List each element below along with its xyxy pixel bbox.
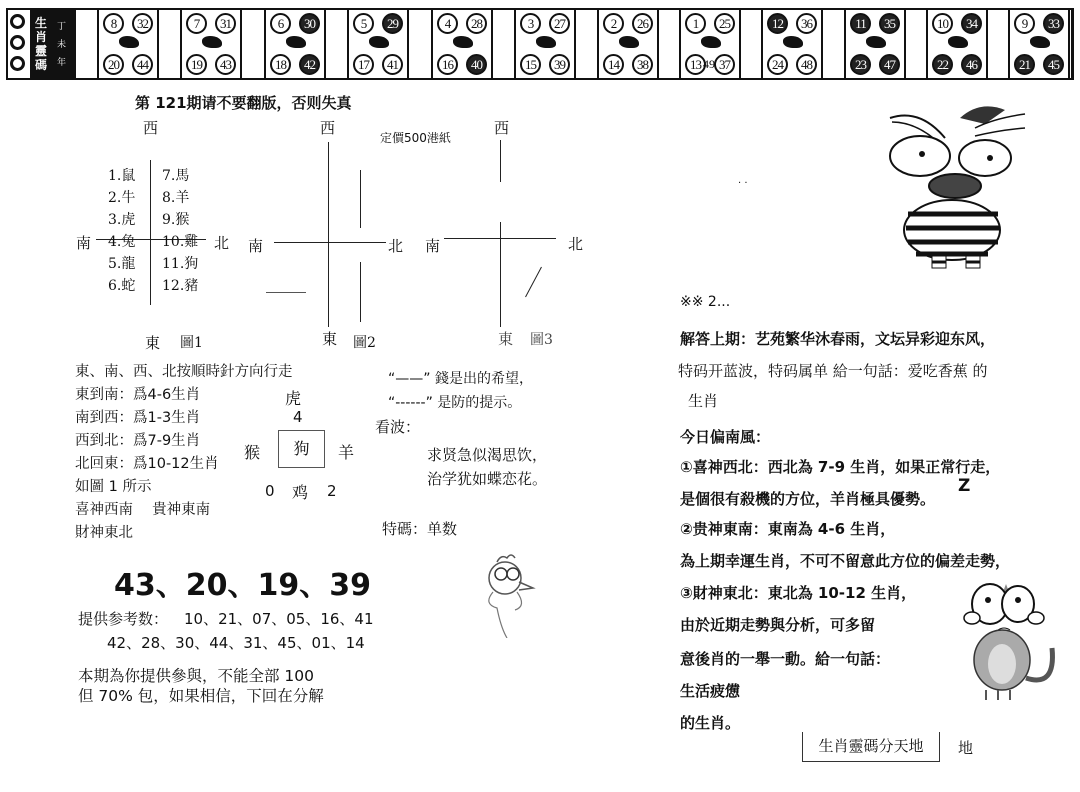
grid-bottom: 鸡	[292, 483, 309, 502]
zodiac-animal-icon	[286, 36, 306, 48]
zebra-illustration	[880, 98, 1030, 270]
number-ball: 47	[879, 54, 900, 75]
number-ball: 42	[299, 54, 320, 75]
number-ball: 2	[603, 13, 624, 34]
compass2-south: 南	[248, 237, 264, 255]
number-ball: 18	[270, 54, 291, 75]
grid-center: 狗	[278, 430, 325, 468]
compass2-vline	[328, 142, 329, 327]
number-ball: 33	[1043, 13, 1064, 34]
zodiac-animal-icon	[536, 36, 556, 48]
poem-line2: 治学犹如蝶恋花。	[427, 470, 548, 488]
zodiac-animal-icon	[1030, 36, 1050, 48]
zodiac-list-item: 5.龍	[108, 256, 136, 272]
compass2-hline	[274, 242, 386, 243]
zodiac-list-item: 10.雞	[162, 234, 199, 250]
number-ball: 43	[215, 54, 236, 75]
compass3-west: 西	[494, 119, 510, 137]
number-ball: 24	[767, 54, 788, 75]
compass2-west: 西	[320, 119, 336, 137]
grid-left: 猴	[244, 443, 261, 462]
zodiac-box	[180, 10, 242, 78]
number-ball: 39	[549, 54, 570, 75]
number-ball: 41	[382, 54, 403, 75]
number-ball: 31	[215, 13, 236, 34]
zodiac-box	[1008, 10, 1070, 78]
z-mark: Z	[958, 476, 971, 496]
number-ball: 6	[270, 13, 291, 34]
number-ball: 14	[603, 54, 624, 75]
number-ball: 35	[879, 13, 900, 34]
zodiac-box	[431, 10, 493, 78]
rooster-illustration	[475, 548, 555, 638]
footer-line1: 本期為你提供參與，不能全部 100	[78, 667, 315, 685]
compass1-north: 北	[214, 234, 230, 252]
compass3-north: 北	[568, 235, 584, 253]
compass1-south: 南	[76, 234, 92, 252]
number-ball: 22	[932, 54, 953, 75]
rule-line: 西到北：爲7-9生肖	[75, 433, 201, 449]
marker-text: ※※ 2...	[680, 294, 731, 310]
zodiac-list-item: 4.兔	[108, 234, 136, 250]
zodiac-list-item: 1.鼠	[108, 168, 136, 184]
compass2-dash-bottom	[360, 262, 361, 322]
footer-extra: 地	[958, 739, 974, 757]
number-ball: 9	[1014, 13, 1035, 34]
hint-defense: “------” 是防的提示。	[388, 395, 522, 411]
zodiac-list-item: 7.馬	[162, 168, 190, 184]
compass3-vline-top	[500, 140, 501, 182]
special-code: 特碼：单数	[382, 520, 458, 538]
number-ball: 7	[186, 13, 207, 34]
compass1-right-list	[162, 165, 198, 297]
zodiac-animal-icon	[453, 36, 473, 48]
number-ball: 36	[796, 13, 817, 34]
answer-line2: 特码开蓝波，特码属单 給一句話：爱吃香蕉 的	[678, 362, 988, 380]
zodiac-animal-icon	[866, 36, 886, 48]
item1-b: 是個很有殺機的方位，羊肖極具優勢。	[680, 490, 936, 508]
zodiac-animal-icon	[119, 36, 139, 48]
hole-icon	[10, 35, 25, 50]
rule-line: 南到西：爲1-3生肖	[75, 410, 201, 426]
number-ball: 23	[850, 54, 871, 75]
number-ball: 37	[714, 54, 735, 75]
ref-line2: 42、28、30、44、31、45、01、14	[107, 634, 365, 652]
grid-bottom-left-num: 0	[265, 482, 275, 500]
number-ball: 20	[103, 54, 124, 75]
answer-line1: 解答上期：艺苑繁华沐春雨，文坛异彩迎东风，	[680, 330, 996, 348]
zodiac-header-strip	[6, 8, 1074, 80]
zodiac-box	[264, 10, 326, 78]
title-block	[30, 10, 76, 78]
number-ball: 26	[632, 13, 653, 34]
ref-label: 提供参考数：	[78, 610, 169, 628]
number-ball: 10	[932, 13, 953, 34]
number-ball: 8	[103, 13, 124, 34]
compass1-west: 西	[143, 119, 159, 137]
rule-line: 東到南：爲4-6生肖	[75, 387, 201, 403]
zodiac-list-item: 11.狗	[162, 256, 199, 272]
number-ball: 13	[685, 54, 706, 75]
item2-a: ②贵神東南：東南為 4-6 生肖，	[680, 520, 896, 538]
poem-line1: 求贤急似渴思饮，	[427, 446, 548, 464]
item2-b: 為上期幸運生肖，不可不留意此方位的偏差走勢，	[680, 552, 1011, 570]
number-ball: 11	[850, 13, 871, 34]
issue-notice: 第 121期请不要翻版，否则失真	[135, 94, 352, 112]
compass3-caption: 圖3	[530, 332, 553, 348]
number-ball: 25	[714, 13, 735, 34]
number-ball: 27	[549, 13, 570, 34]
zodiac-box	[97, 10, 159, 78]
grid-right: 羊	[338, 443, 355, 462]
grid-bottom-right-num: 2	[327, 482, 337, 500]
number-ball: 30	[299, 13, 320, 34]
zodiac-box	[679, 10, 741, 78]
zodiac-box	[514, 10, 576, 78]
compass3-diagonal	[525, 267, 542, 297]
number-ball: 17	[353, 54, 374, 75]
zodiac-animal-icon	[701, 36, 721, 48]
zodiac-list-item: 8.羊	[162, 190, 190, 206]
monkey-illustration	[960, 578, 1060, 706]
item3-e: 的生肖。	[680, 714, 741, 732]
extra-number: 49	[703, 57, 715, 71]
zodiac-box	[597, 10, 659, 78]
zodiac-box	[761, 10, 823, 78]
number-ball: 46	[961, 54, 982, 75]
wind-label: 今日偏南風：	[680, 428, 771, 446]
number-ball: 40	[466, 54, 487, 75]
grid-top: 虎	[285, 389, 302, 408]
number-ball: 21	[1014, 54, 1035, 75]
compass2-north: 北	[388, 237, 404, 255]
hint-money: “——” 錢是出的希望，	[388, 371, 533, 387]
number-ball: 19	[186, 54, 207, 75]
footer-line2: 但 70% 包，如果相信，下回在分解	[78, 687, 324, 705]
zodiac-box	[926, 10, 988, 78]
rule-line: 如圖 1 所示	[75, 479, 152, 495]
compass3-hline	[444, 238, 556, 239]
zodiac-list-item: 9.猴	[162, 212, 190, 228]
item3-d: 生活疲憊	[680, 682, 741, 700]
number-ball: 34	[961, 13, 982, 34]
compass2-dash-left	[266, 292, 306, 293]
number-ball: 1	[685, 13, 706, 34]
compass2-dash-top	[360, 170, 361, 228]
zodiac-animal-icon	[202, 36, 222, 48]
compass1-left-list	[108, 165, 135, 297]
compass3-south: 南	[425, 237, 441, 255]
answer-line3: 生肖	[688, 392, 719, 410]
number-ball: 3	[520, 13, 541, 34]
zodiac-list-item: 3.虎	[108, 212, 136, 228]
item1-a: ①喜神西北：西北為 7-9 生肖，如果正常行走，	[680, 458, 1001, 476]
ref-line1: 10、21、07、05、16、41	[184, 610, 374, 628]
rule-line: 財神東北	[75, 525, 133, 541]
rule-line: 喜神西南 貴神東南	[75, 502, 211, 518]
zodiac-animal-icon	[619, 36, 639, 48]
number-ball: 44	[132, 54, 153, 75]
number-ball: 29	[382, 13, 403, 34]
rule-line: 北回東：爲10-12生肖	[75, 456, 219, 472]
zodiac-list-item: 2.牛	[108, 190, 136, 206]
footer-title-box: 生肖靈碼分天地	[802, 732, 940, 762]
number-ball: 15	[520, 54, 541, 75]
hole-icon	[10, 14, 25, 29]
kanbo-label: 看波：	[375, 418, 421, 436]
number-ball: 28	[466, 13, 487, 34]
zodiac-animal-icon	[783, 36, 803, 48]
number-ball: 32	[132, 13, 153, 34]
zodiac-list-item: 6.蛇	[108, 278, 136, 294]
compass1-vline	[150, 160, 151, 305]
compass1-east: 東	[145, 334, 161, 352]
number-ball: 45	[1043, 54, 1064, 75]
price-label: 定價500港紙	[380, 131, 451, 145]
hole-icon	[10, 56, 25, 71]
number-ball: 5	[353, 13, 374, 34]
item3-c: 意後肖的一舉一動。給一句話：	[680, 650, 891, 668]
compass1-caption: 圖1	[180, 335, 203, 351]
number-ball: 16	[437, 54, 458, 75]
item3-b: 由於近期走勢與分析，可多留	[680, 616, 876, 634]
zodiac-box	[347, 10, 409, 78]
binder-holes	[10, 14, 30, 77]
zodiac-animal-icon	[369, 36, 389, 48]
stray-dots: · ·	[738, 178, 748, 189]
side-label: 生肖靈碼	[35, 16, 48, 72]
number-ball: 12	[767, 13, 788, 34]
compass2-caption: 圖2	[353, 335, 376, 351]
item3-a: ③財神東北：東北為 10-12 生肖，	[680, 584, 917, 602]
year-label: 丁未年	[57, 22, 67, 68]
number-ball: 48	[796, 54, 817, 75]
zodiac-box	[844, 10, 906, 78]
number-ball: 38	[632, 54, 653, 75]
zodiac-list-item: 12.豬	[162, 278, 199, 294]
main-numbers: 43、20、19、39	[114, 568, 371, 603]
compass2-east: 東	[322, 330, 338, 348]
zodiac-animal-icon	[948, 36, 968, 48]
number-ball: 4	[437, 13, 458, 34]
compass3-east: 東	[498, 330, 514, 348]
rule-line: 東、南、西、北按順時針方向行走	[75, 364, 293, 380]
grid-top-num: 4	[293, 408, 303, 426]
